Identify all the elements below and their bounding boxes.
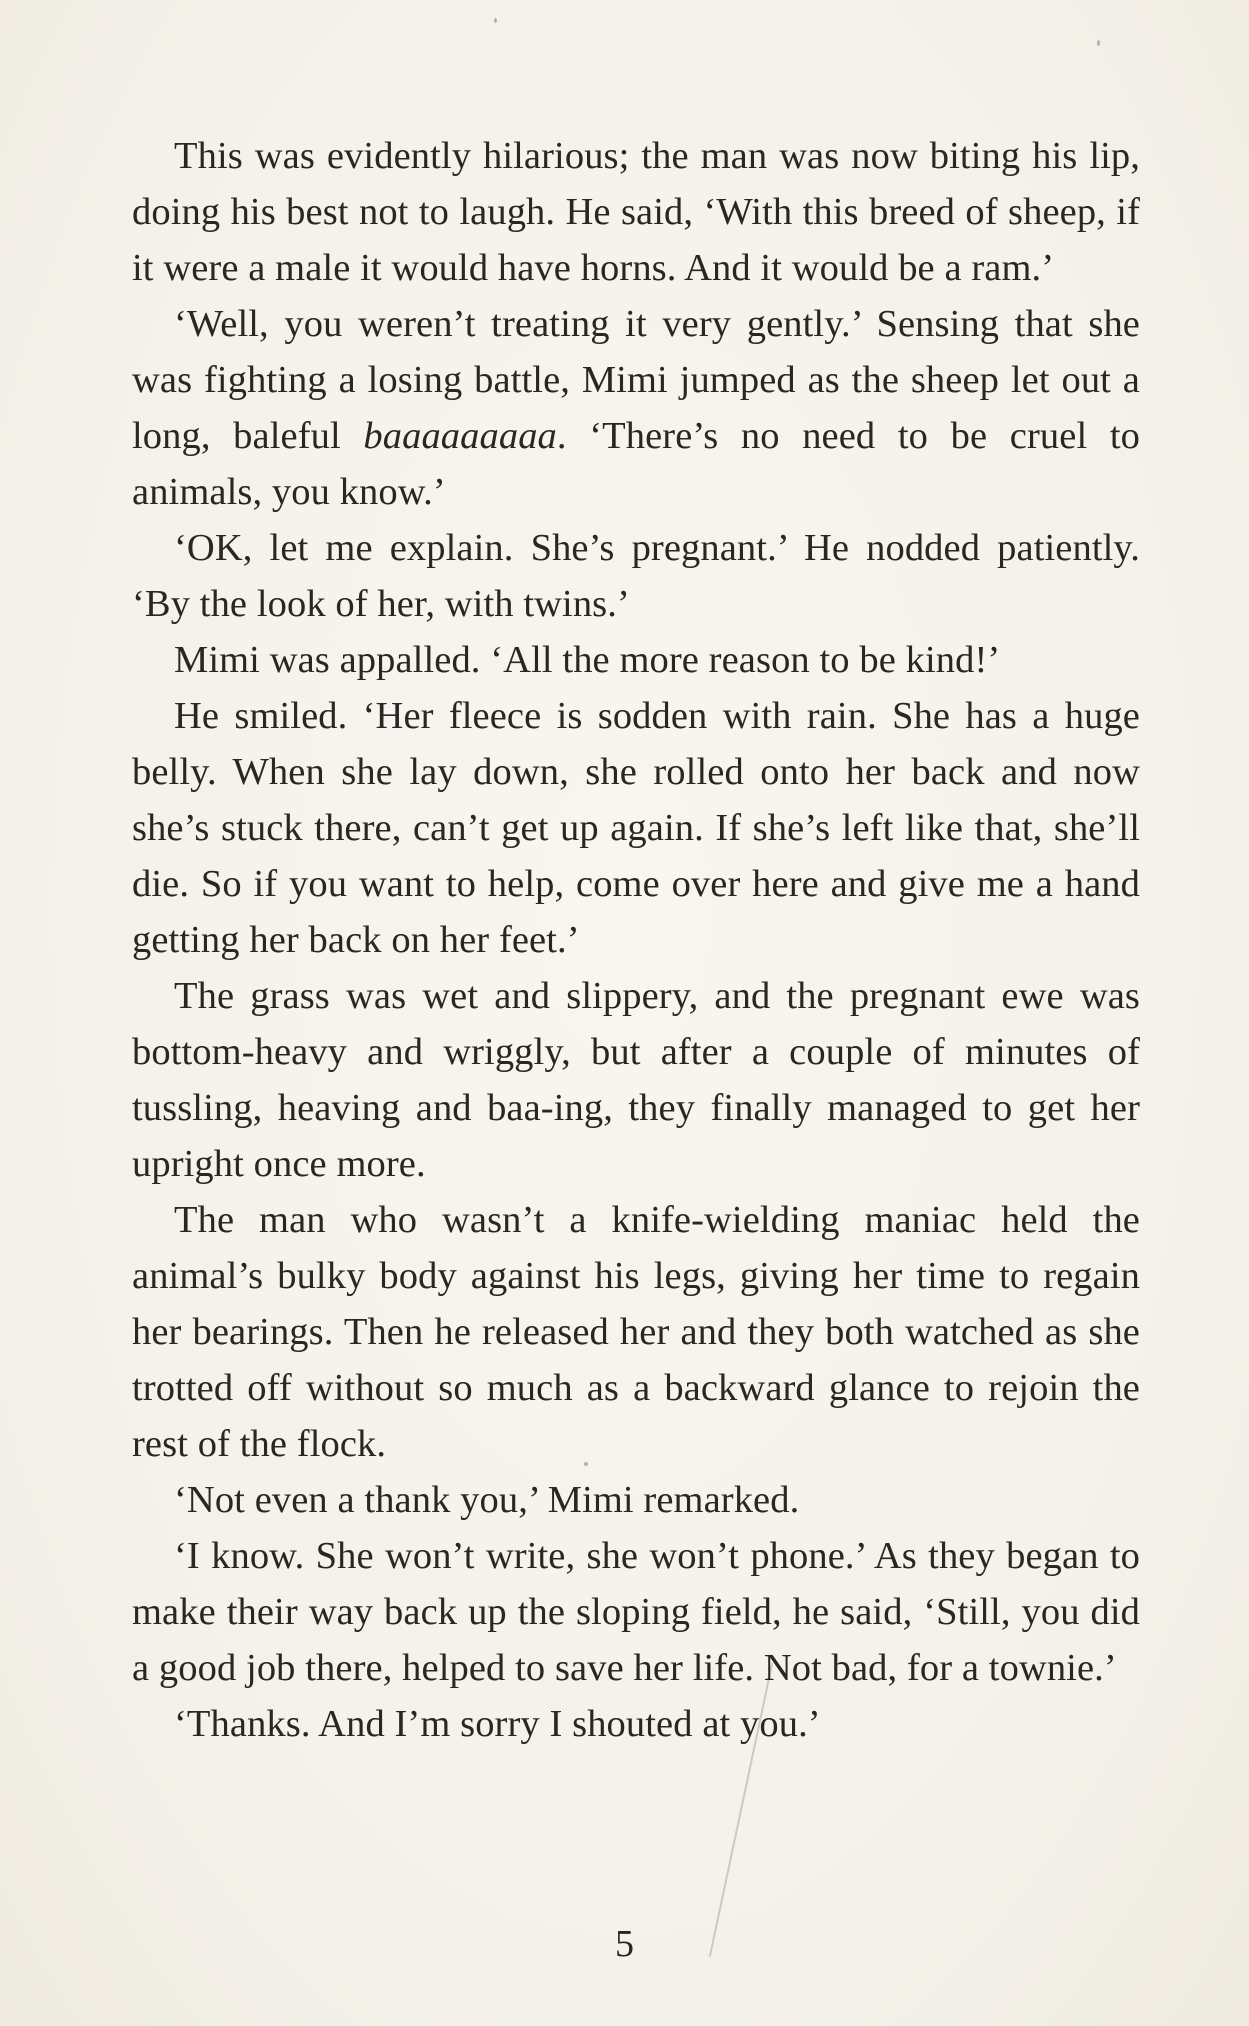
- paragraph-text: . ‘There’s no need to be cruel to animals, you know.’: [132, 415, 1140, 513]
- paragraph: Mimi was appalled. ‘All the more reason to be kind!’: [174, 639, 1001, 681]
- paragraph: [132, 296, 1140, 520]
- paragraph: ‘I know. She won’t write, she won’t phone.’ As they began to make their way back up the sloping field, he said, ‘Still, you did a good job there, helped to save her life. Not bad, for a townie.’: [132, 1535, 1140, 1689]
- page-number: 5: [615, 1923, 634, 1965]
- paper-speck: [494, 18, 497, 23]
- paragraph: ‘Thanks. And I’m sorry I shouted at you.’: [174, 1703, 821, 1745]
- emphasized-text: baaaaaaaaa: [363, 415, 557, 457]
- paragraph: He smiled. ‘Her fleece is sodden with rain. She has a huge belly. When she lay down, she rolled onto her back and now she’s stuck there, can’t get up again. If she’s left like that, she’ll die. So if you want to help, come over here and give me a hand getting her back on her feet.’: [132, 695, 1140, 961]
- paragraph: ‘OK, let me explain. She’s pregnant.’ He nodded patiently. ‘By the look of her, with twins.’: [132, 527, 1140, 625]
- paper-speck: [1097, 40, 1100, 46]
- paragraph: This was evidently hilarious; the man was now biting his lip, doing his best not to laugh. He said, ‘With this breed of sheep, if it were a male it would have horns. And it would be a ram.’: [132, 135, 1140, 289]
- paragraph-text: ‘Well, you weren’t treating it very gently.’ Sensing that she was fighting a losing battle, Mimi jumped as the sheep let out a long, baleful: [132, 303, 1140, 457]
- body-text: [132, 128, 1140, 1752]
- paragraph: The grass was wet and slippery, and the pregnant ewe was bottom-heavy and wriggly, but after a couple of minutes of tussling, heaving and baa-ing, they finally managed to get her upright once more.: [132, 975, 1140, 1185]
- paragraph: The man who wasn’t a knife-wielding maniac held the animal’s bulky body against his legs, giving her time to regain her bearings. Then he released her and they both watched as she trotted off without so much as a backward glance to rejoin the rest of the flock.: [132, 1199, 1140, 1465]
- paragraph: ‘Not even a thank you,’ Mimi remarked.: [174, 1479, 800, 1521]
